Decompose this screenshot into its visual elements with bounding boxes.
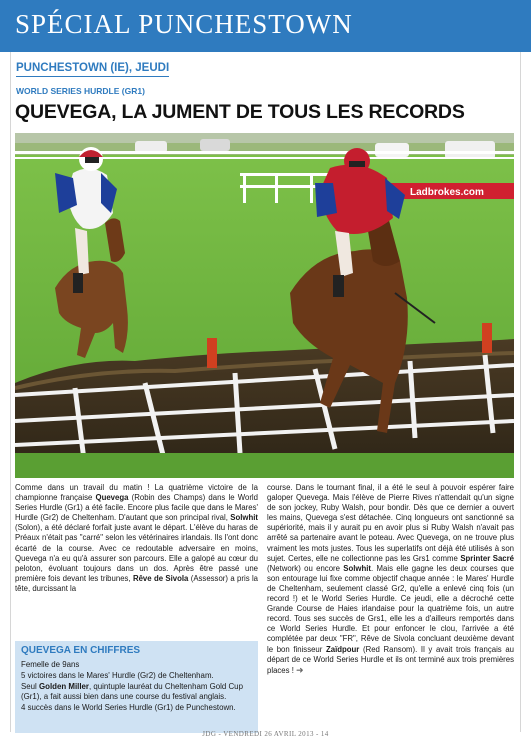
arrow-right-icon: ➜ <box>296 664 304 675</box>
text-run: . Mais elle gagne les deux courses que son entourage lui fixe comme objectif chaque année : le Mares' Hurdle de Cheltenham, seulement classé Gr2, qu'elle a enlevé cinq fois (un record !) et le World Series Hurdle. Ce jeudi, elle a décroché cette Grande Course de Haies irlandaise pour la quatrième fois, un autre record. Tous ses succès de Grs1, elle les a d'ailleurs remportés dans ce World Series Hurdle. Et pour enfoncer le clou, l'arrivée a été complétée par deux "FR", Rêve de Sivola concluant deuxième devant le bon finisseur <box>267 563 514 654</box>
horse-name-solwhit: Solwhit <box>343 563 372 573</box>
text-run: (Assessor) a pris la tête, durcissant la <box>15 573 259 593</box>
horse-name-sprinter-sacre: Sprinter Sacré <box>460 553 514 563</box>
horse-name-quevega: Quevega <box>95 493 129 503</box>
text-run: (Robin des Champs) dans le World Series Hurdle (Gr1) a été facile. Encore plus facile que dans le Mares' Hurdle (Gr2) de Cheltenham. D'autant que son principal rival, <box>15 493 258 523</box>
race-photo <box>15 133 514 478</box>
sidebar-line <box>21 682 252 702</box>
text-run: , quintuple lauréat du Cheltenham Gold Cup (Gr1), a fait aussi bien dans une course du festival anglais. <box>21 682 243 702</box>
sidebar-line: 4 succès dans le World Series Hurdle (Gr1) de Punchestown. <box>21 703 236 713</box>
stats-sidebar <box>15 641 258 733</box>
page-footer: JDG - VENDREDI 26 AVRIL 2013 - 14 <box>202 730 329 738</box>
article-column-1 <box>15 483 258 594</box>
horse-name-solwhit: Solwhit <box>230 513 258 523</box>
column-1-paragraph <box>15 483 258 594</box>
text-run: (Red Ransom). Il y avait trois français au départ de ce World Series Hurdle et ils ont terminé aux trois premières places ! <box>267 644 514 675</box>
article-column-2 <box>267 483 514 676</box>
horse-name-reve-de-sivola: Rêve de Sivola <box>132 573 189 583</box>
column-2-paragraph <box>267 483 514 676</box>
sidebar-title: QUEVEGA EN CHIFFRES <box>21 645 141 656</box>
sidebar-line: 5 victoires dans le Mares' Hurdle (Gr2) de Cheltenham. <box>21 671 214 681</box>
banner-title: SPÉCIAL PUNCHESTOWN <box>15 9 353 39</box>
text-run: (Network) ou encore <box>267 563 344 573</box>
text-run: (Solon), a été déclaré forfait juste avant le départ. L'élève du haras de Préaux n'était pas "carré" selon les vétérinaires irlandais. Ils l'ont donc écarté de la course. Avec ce redoutable adversaire en moins, Quevega n'a eu qu'à assurer son parcours. Elle a galopé au cœur du peloton, évoluant toujours dans un dos. Après être passé une première fois devant les tribunes, <box>15 523 258 583</box>
hoarding-text: Ladbrokes.com <box>410 187 484 198</box>
section-kicker: PUNCHESTOWN (IE), JEUDI <box>16 62 169 77</box>
horse-name-zaidpour: Zaïdpour <box>325 644 360 654</box>
sidebar-line: Femelle de 9ans <box>21 660 80 670</box>
text-run: Seul <box>21 682 39 692</box>
race-label: WORLD SERIES HURDLE (GR1) <box>16 86 145 96</box>
horse-name-golden-miller: Golden Miller <box>39 682 89 692</box>
text-run: Comme dans un travail du matin ! La quatrième victoire de la championne française <box>15 483 258 503</box>
text-run: course. Dans le tournant final, il a été le seul à pouvoir espérer faire galoper Quevega. Mais l'élève de Pierre Rives n'attendait qu'un signe de son jockey, Ruby Walsh, pour bondir. Dès que ce dernier a ouvert les mains, Quevega s'est détachée. Cinq longueurs ont sanctionné sa supériorité, mais il y aurait pu en avoir plus si Ruby Walsh n'avait pas arrêté sa partenaire avant le poteau. Avec Quevega, on ne trouve plus vraiment les mots justes. Tous les superlatifs ont déjà été utilisés à son sujet. Certes, elle ne collectionne pas les Grs1 comme <box>267 483 514 563</box>
article-headline: QUEVEGA, LA JUMENT DE TOUS LES RECORDS <box>15 101 465 123</box>
page-banner <box>0 0 531 52</box>
